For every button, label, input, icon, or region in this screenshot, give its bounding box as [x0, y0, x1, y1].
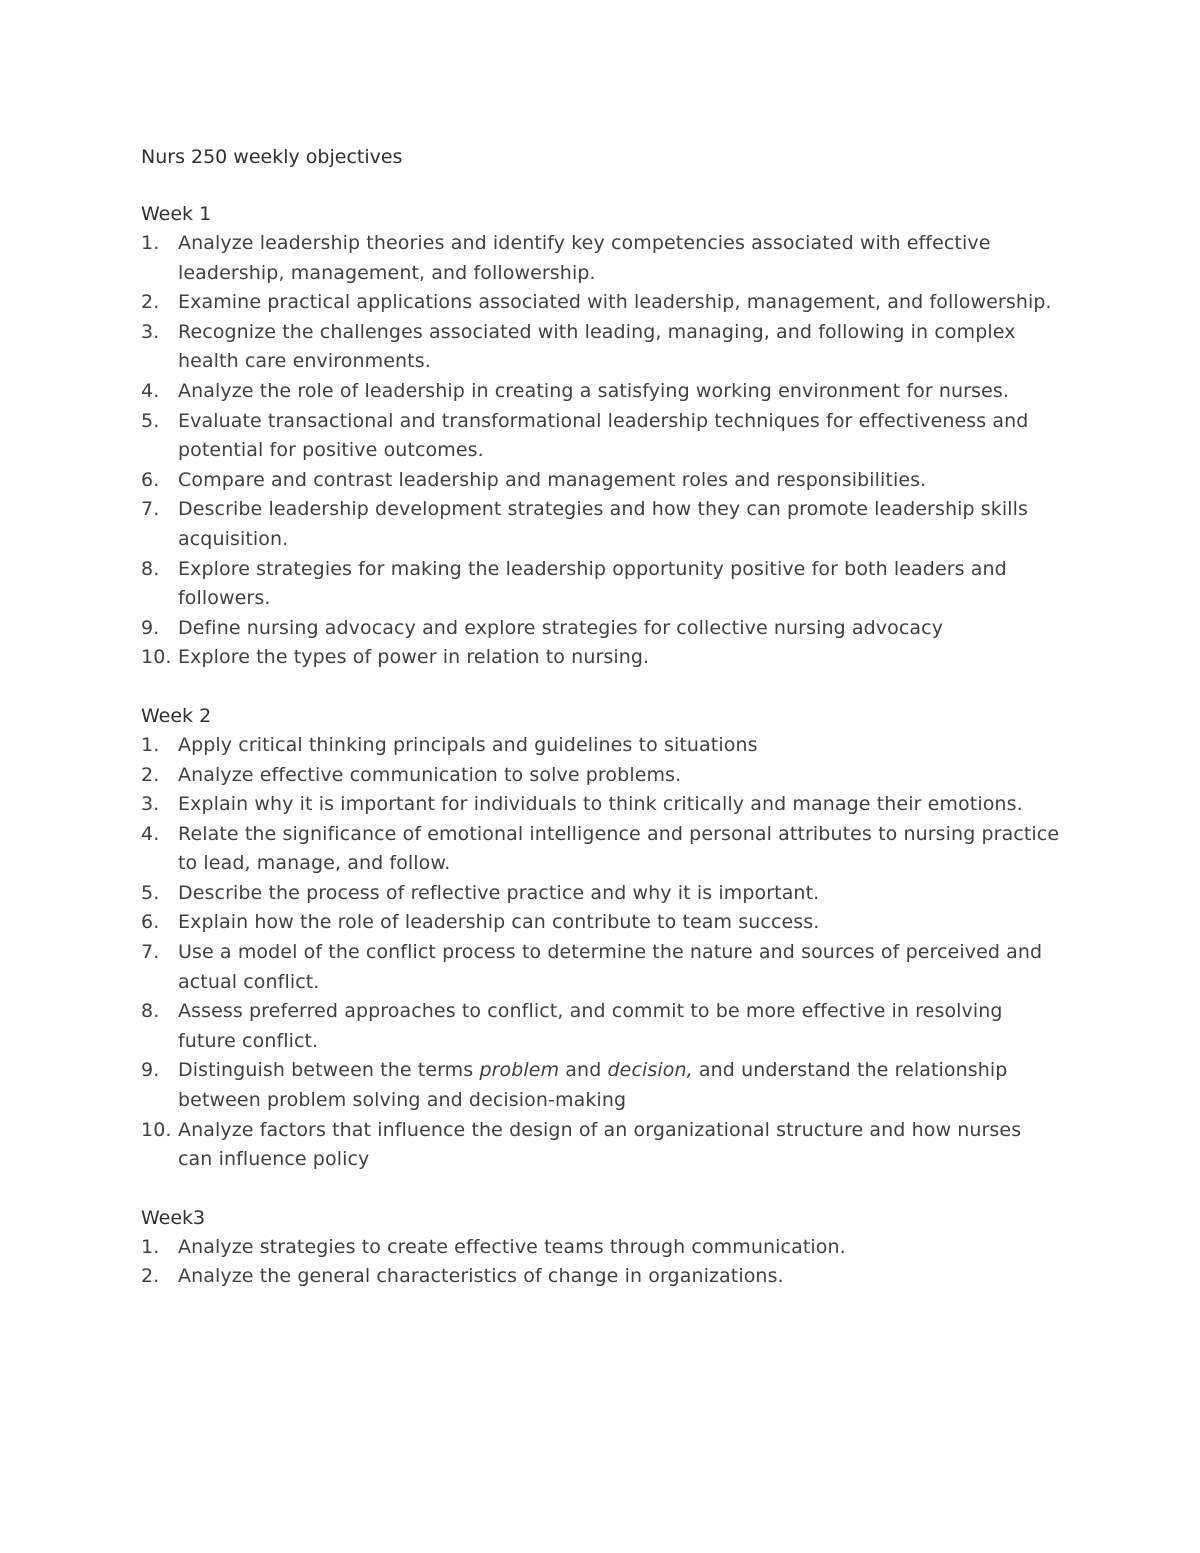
objective-number: 2.: [141, 291, 160, 314]
objective-text: [178, 232, 991, 284]
objective-item: [141, 1116, 1061, 1175]
objective-number: 5.: [141, 881, 160, 904]
objective-text-part: and understand the relationship between problem solving and decision-making: [178, 1059, 1008, 1112]
objective-text-part: Distinguish between the terms: [178, 1059, 480, 1082]
weeks-container: [141, 200, 1061, 1292]
objective-item: [141, 1233, 1061, 1263]
objective-text: [178, 941, 1042, 993]
objective-item: [141, 997, 1061, 1056]
objective-item: [141, 938, 1061, 997]
objective-text-part: Explore the types of power in relation to nursing.: [178, 646, 650, 669]
objective-text-part: Analyze factors that influence the design of an organizational structure and how nurses can influence policy: [178, 1118, 1022, 1171]
objective-item: [141, 614, 1061, 644]
objective-text-part: Analyze effective communication to solve problems.: [178, 763, 682, 786]
objective-text: [178, 321, 1016, 373]
objective-text: [178, 469, 926, 491]
objective-number: 6.: [141, 468, 160, 491]
objective-item: [141, 643, 1061, 673]
objective-text-part: Define nursing advocacy and explore strategies for collective nursing advocacy: [178, 616, 944, 639]
objective-text-part: Compare and contrast leadership and management roles and responsibilities.: [178, 468, 927, 491]
objective-text-part: and: [559, 1059, 608, 1082]
objectives-list: [141, 1233, 1061, 1292]
objective-item: [141, 790, 1061, 820]
objective-number: 8.: [141, 557, 160, 580]
objective-number: 6.: [141, 911, 160, 934]
objective-item: [141, 731, 1061, 761]
objective-text: [178, 646, 649, 668]
objective-number: 4.: [141, 379, 160, 402]
week-heading: Week 2: [141, 704, 212, 727]
objective-text-part: Relate the significance of emotional intelligence and personal attributes to nursing practice to lead, manage, and follow.: [178, 822, 1060, 875]
objective-number: 1.: [141, 1235, 160, 1258]
objective-text: [178, 498, 1028, 550]
objective-item: [141, 555, 1061, 614]
objective-item: [141, 288, 1061, 318]
objective-text: [178, 617, 943, 639]
objective-italic-term: decision,: [607, 1059, 693, 1082]
objective-text: [178, 882, 819, 904]
objective-text-part: Assess preferred approaches to conflict, and commit to be more effective in resolving future conflict.: [178, 1000, 1003, 1052]
objective-text-part: Describe the process of reflective practice and why it is important.: [178, 881, 820, 904]
objective-number: 3.: [141, 320, 160, 343]
objective-text-part: Explore strategies for making the leadership opportunity positive for both leaders and followers.: [178, 557, 1007, 610]
objective-text-part: Explain how the role of leadership can contribute to team success.: [178, 911, 820, 934]
objective-text: [178, 1265, 784, 1287]
objectives-list: [141, 731, 1061, 1175]
objective-text-part: Explain why it is important for individuals to think critically and manage their emotions.: [178, 793, 1023, 816]
objective-text: [178, 410, 1028, 462]
objective-number: 1.: [141, 232, 160, 254]
week-section: [141, 702, 1061, 1175]
document-title: Nurs 250 weekly objectives: [141, 146, 403, 168]
week-heading: Week 1: [141, 203, 212, 225]
objective-number: 2.: [141, 763, 160, 786]
objective-number: 7.: [141, 941, 160, 964]
objective-item: [141, 820, 1061, 879]
objective-text: [178, 793, 1023, 815]
objective-italic-term: problem: [479, 1059, 560, 1082]
objective-number: 4.: [141, 822, 160, 845]
objective-number: 1.: [141, 733, 160, 756]
objective-number: 7.: [141, 498, 160, 521]
objective-text-part: Analyze the role of leadership in creating a satisfying working environment for nurses.: [178, 379, 1010, 402]
objective-text: [178, 1119, 1021, 1171]
objective-number: 9.: [141, 1059, 160, 1082]
objective-number: 2.: [141, 1265, 160, 1288]
objective-number: 8.: [141, 1000, 160, 1023]
objective-item: [141, 407, 1061, 466]
objective-text-part: Recognize the challenges associated with leading, managing, and following in complex health care environments.: [178, 320, 1016, 373]
objective-text: [178, 1000, 1003, 1052]
objective-text-part: Analyze the general characteristics of change in organizations.: [178, 1265, 784, 1288]
objectives-list: [141, 229, 1061, 673]
objective-item: [141, 1056, 1061, 1115]
objective-text-part: Use a model of the conflict process to determine the nature and sources of perceived and actual conflict.: [178, 941, 1043, 993]
objective-text: [178, 380, 1009, 402]
objective-text: [178, 1236, 846, 1258]
objective-text-part: Describe leadership development strategies and how they can promote leadership skills acquisition.: [178, 498, 1029, 550]
objective-text-part: Analyze leadership theories and identify key competencies associated with effective leadership, management, and followership.: [178, 232, 991, 284]
objective-text-part: Analyze strategies to create effective teams through communication.: [178, 1235, 846, 1258]
week-section: [141, 200, 1061, 673]
objective-text: [178, 291, 1052, 313]
objective-number: 10.: [141, 646, 172, 669]
objective-text-part: Examine practical applications associated with leadership, management, and followership.: [178, 291, 1052, 314]
objective-item: [141, 318, 1061, 377]
objective-item: [141, 466, 1061, 496]
objective-number: 3.: [141, 793, 160, 816]
objective-text: [178, 558, 1007, 610]
objective-item: [141, 879, 1061, 909]
objective-text: [178, 823, 1059, 875]
objective-number: 10.: [141, 1118, 172, 1141]
objective-item: [141, 229, 1061, 288]
objective-item: [141, 761, 1061, 791]
objective-item: [141, 377, 1061, 407]
document-page: [141, 143, 1061, 1321]
objective-number: 5.: [141, 409, 160, 432]
objective-item: [141, 495, 1061, 554]
objective-text: [178, 911, 819, 933]
objective-number: 9.: [141, 616, 160, 639]
objective-item: [141, 1262, 1061, 1292]
objective-text-part: Apply critical thinking principals and guidelines to situations: [178, 733, 758, 756]
objective-text: [178, 764, 681, 786]
objective-text: [178, 734, 758, 756]
objective-text-part: Evaluate transactional and transformational leadership techniques for effectiveness and potential for positive outcomes.: [178, 409, 1029, 462]
week-heading: Week3: [141, 1206, 206, 1229]
objective-item: [141, 908, 1061, 938]
week-section: [141, 1204, 1061, 1292]
objective-text: [178, 1059, 1007, 1111]
